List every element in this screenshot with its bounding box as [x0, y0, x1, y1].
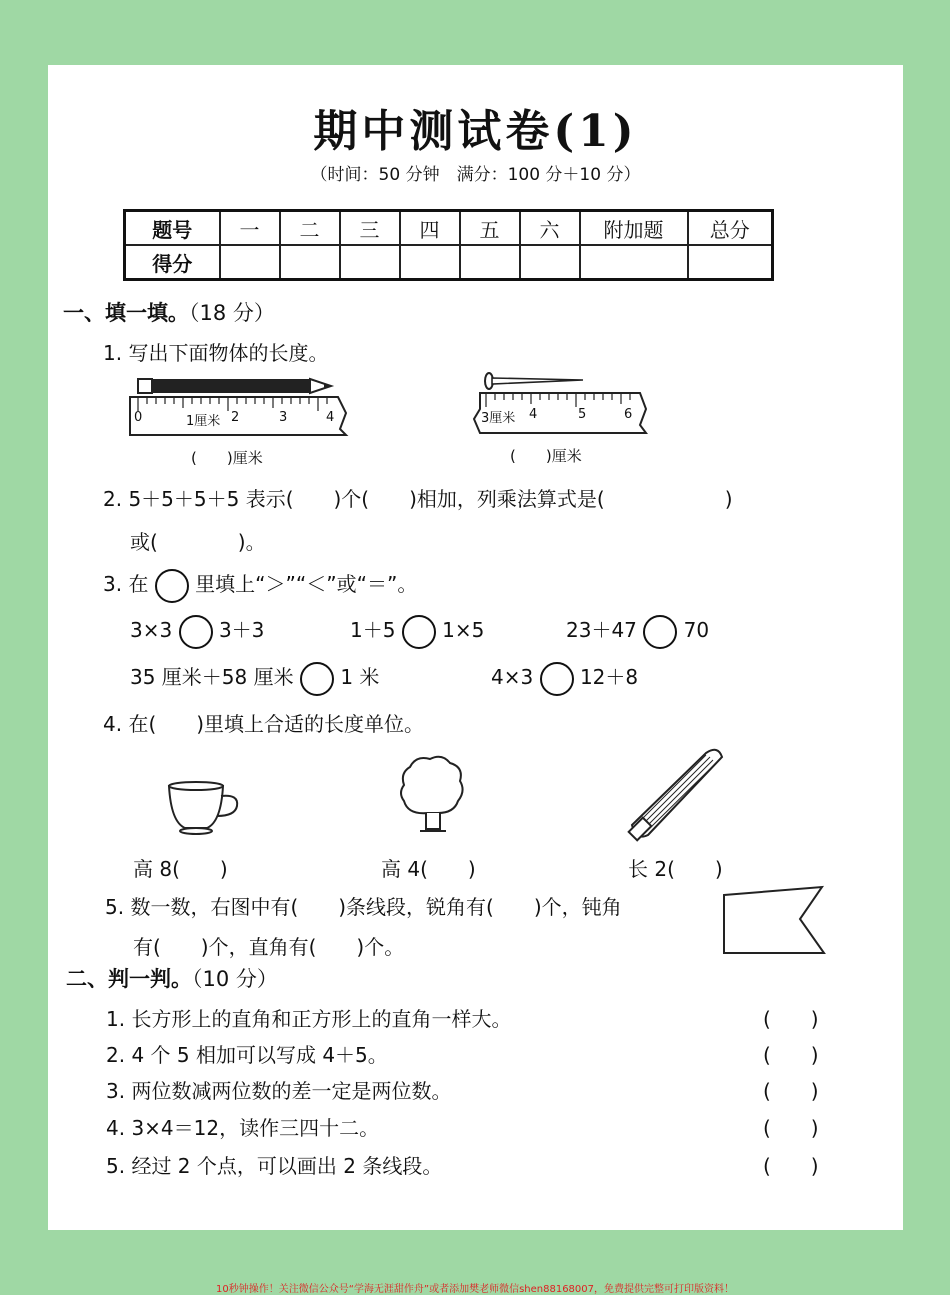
- judge-item-5: 5. 经过 2 个点，可以画出 2 条线段。: [106, 1154, 443, 1178]
- exam-paper: [48, 65, 903, 1230]
- q5-line1: 5. 数一数，右图中有( )条线段，锐角有( )个，钝角: [105, 895, 622, 919]
- score-cell[interactable]: [580, 245, 688, 280]
- compare-left: 4×3: [491, 665, 534, 689]
- q4-label-tree: 高 4( ): [381, 857, 476, 881]
- judge-item-1: 1. 长方形上的直角和正方形上的直角一样大。: [106, 1007, 512, 1031]
- q2-line2: 或( )。: [130, 530, 266, 554]
- page-title: 期中测试卷(1): [313, 106, 638, 157]
- compare-circle[interactable]: [540, 662, 574, 696]
- score-table-header-row: [125, 211, 773, 246]
- circle-icon: [155, 569, 189, 603]
- compare-item: [130, 614, 264, 649]
- score-table-score-row: [125, 245, 773, 280]
- score-cell[interactable]: [400, 245, 460, 280]
- compare-circle[interactable]: [179, 615, 213, 649]
- compare-right: 1×5: [442, 618, 485, 642]
- ruler1-tick-0: 0: [134, 410, 143, 425]
- flag-shape-figure: [720, 885, 830, 957]
- judge-bracket-2[interactable]: ( ): [763, 1043, 819, 1067]
- section1-points: （18 分）: [189, 301, 275, 325]
- judge-bracket-3[interactable]: ( ): [763, 1079, 819, 1103]
- teacup-icon: [163, 780, 243, 838]
- score-cell[interactable]: [340, 245, 400, 280]
- compare-right: 12＋8: [579, 665, 639, 689]
- judge-bracket-4[interactable]: ( ): [763, 1116, 819, 1140]
- q1-answer-1[interactable]: ( )厘米: [191, 449, 263, 467]
- q3-prefix: 3. 在: [103, 572, 149, 596]
- compare-left: 1＋5: [350, 618, 396, 642]
- header-cell: 三: [340, 211, 400, 246]
- ruler1-tick-3: 3: [279, 410, 288, 425]
- compare-circle[interactable]: [300, 662, 334, 696]
- header-cell: 题号: [125, 211, 220, 246]
- q4-label-guzheng: 长 2( ): [628, 857, 723, 881]
- header-cell: 总分: [688, 211, 773, 246]
- ruler2-tick-1: 4: [529, 407, 538, 422]
- q5-line2: 有( )个，直角有( )个。: [133, 935, 405, 959]
- header-cell: 附加题: [580, 211, 688, 246]
- judge-item-2: 2. 4 个 5 相加可以写成 4＋5。: [106, 1043, 388, 1067]
- guzheng-icon: [626, 745, 726, 845]
- q4-text: 4. 在( )里填上合适的长度单位。: [103, 712, 425, 736]
- pencil-icon: [138, 379, 331, 393]
- q4-label-cup: 高 8( ): [133, 857, 228, 881]
- compare-right: 3＋3: [218, 618, 265, 642]
- judge-item-4: 4. 3×4＝12，读作三四十二。: [106, 1116, 380, 1140]
- section1-heading: [63, 297, 275, 327]
- q1-answer-2[interactable]: ( )厘米: [510, 447, 582, 465]
- header-cell: 六: [520, 211, 580, 246]
- compare-circle[interactable]: [402, 615, 436, 649]
- tree-icon: [398, 753, 468, 838]
- score-cell[interactable]: [520, 245, 580, 280]
- compare-left: 3×3: [130, 618, 173, 642]
- exam-subtitle: （时间：50 分钟 满分：100 分＋10 分）: [310, 165, 641, 185]
- ruler-pencil-figure: [126, 373, 361, 445]
- ruler1-tick-2: 2: [231, 410, 240, 425]
- compare-right: 70: [683, 618, 710, 642]
- section2-heading: [66, 963, 278, 993]
- score-table: [123, 209, 774, 281]
- ruler2-tick-3: 6: [624, 407, 633, 422]
- header-cell: 五: [460, 211, 520, 246]
- section1-title: 一、填一填。: [63, 301, 189, 325]
- score-cell[interactable]: [460, 245, 520, 280]
- q1-text: 1. 写出下面物体的长度。: [103, 341, 329, 365]
- score-cell[interactable]: [220, 245, 280, 280]
- row-label: 得分: [125, 245, 220, 280]
- compare-item: [130, 661, 379, 696]
- compare-item: [491, 661, 638, 696]
- ruler2-tick-2: 5: [578, 407, 587, 422]
- header-cell: 四: [400, 211, 460, 246]
- compare-right: 1 米: [340, 665, 380, 689]
- compare-item: [350, 614, 484, 649]
- q2-line1: 2. 5＋5＋5＋5 表示( )个( )相加，列乘法算式是( ): [103, 487, 733, 511]
- judge-bracket-1[interactable]: ( ): [763, 1007, 819, 1031]
- q3-text: [103, 568, 417, 603]
- header-cell: 一: [220, 211, 280, 246]
- section2-title: 二、判一判。: [66, 967, 192, 991]
- compare-item: [566, 614, 709, 649]
- header-cell: 二: [280, 211, 340, 246]
- q3-suffix: 里填上“＞”“＜”或“＝”。: [195, 572, 418, 596]
- score-cell[interactable]: [688, 245, 773, 280]
- ruler1-tick-4: 4: [326, 410, 335, 425]
- section2-points: （10 分）: [192, 967, 278, 991]
- ruler1-tick-1: 1厘米: [186, 414, 221, 429]
- judge-bracket-5[interactable]: ( ): [763, 1154, 819, 1178]
- compare-left: 35 厘米＋58 厘米: [130, 665, 294, 689]
- compare-left: 23＋47: [566, 618, 637, 642]
- score-cell[interactable]: [280, 245, 340, 280]
- ruler2-tick-0: 3厘米: [481, 411, 516, 426]
- judge-item-3: 3. 两位数减两位数的差一定是两位数。: [106, 1079, 452, 1103]
- promo-footer: 10秒钟操作！关注微信公众号“学海无涯甜作舟”或者添加樊老师微信shen88168007，免费提供完整可打印版资料！: [215, 1284, 735, 1295]
- compare-circle[interactable]: [643, 615, 677, 649]
- nail-icon: [485, 373, 583, 389]
